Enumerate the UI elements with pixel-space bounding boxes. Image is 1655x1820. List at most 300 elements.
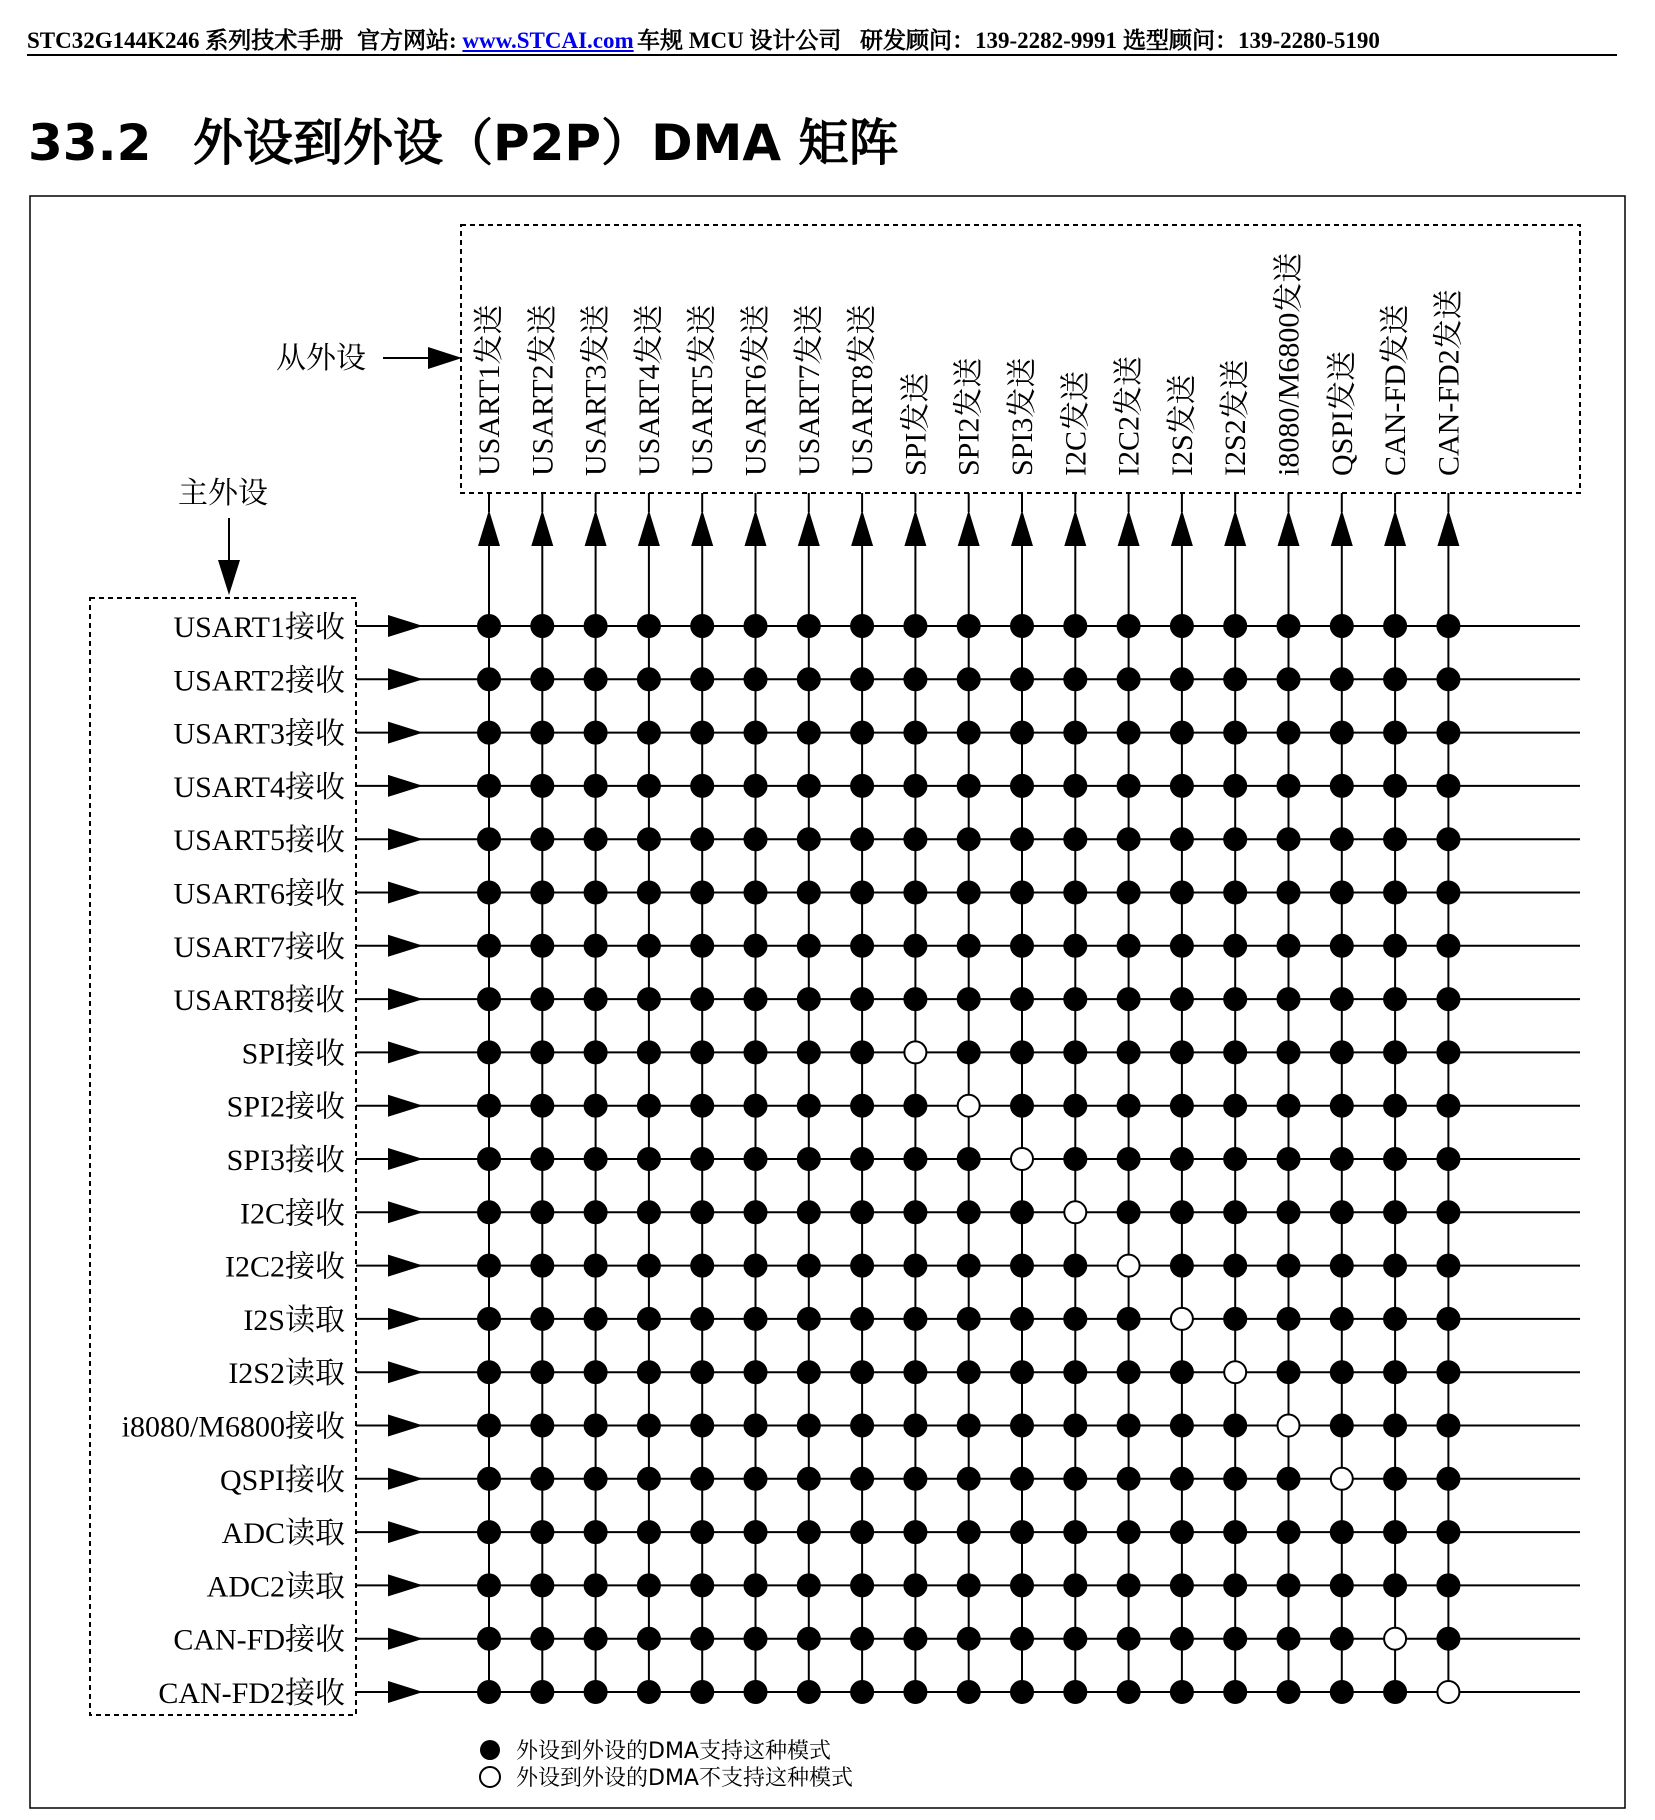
supported-dot <box>531 828 553 850</box>
supported-dot <box>638 615 660 637</box>
supported-dot <box>745 1415 767 1437</box>
supported-dot <box>691 1521 713 1543</box>
supported-dot <box>1384 935 1406 957</box>
supported-dot <box>1011 1308 1033 1330</box>
supported-dot <box>851 1308 873 1330</box>
supported-dot <box>798 1041 820 1063</box>
supported-dot <box>1331 1255 1353 1277</box>
legend-supported-dot <box>480 1740 500 1760</box>
column-label: USART1发送 <box>473 304 506 476</box>
supported-dot <box>1331 615 1353 637</box>
supported-dot <box>851 1361 873 1383</box>
supported-dot <box>745 1574 767 1596</box>
row-arrow-head <box>388 722 423 744</box>
supported-dot <box>1118 1201 1140 1223</box>
row-label: USART2接收 <box>173 664 345 698</box>
row-arrow-head <box>388 1148 423 1170</box>
supported-dot <box>1011 988 1033 1010</box>
supported-dot <box>1331 1041 1353 1063</box>
supported-dot <box>904 828 926 850</box>
supported-dot <box>1064 1628 1086 1650</box>
unsupported-dot <box>1011 1148 1033 1170</box>
supported-dot <box>798 1415 820 1437</box>
supported-dot <box>851 1415 873 1437</box>
row-label: USART8接收 <box>173 984 345 1018</box>
supported-dot <box>1171 1148 1193 1170</box>
supported-dot <box>691 1095 713 1117</box>
supported-dot <box>1011 828 1033 850</box>
supported-dot <box>1278 935 1300 957</box>
supported-dot <box>1384 775 1406 797</box>
supported-dot <box>1437 1361 1459 1383</box>
supported-dot <box>904 1361 926 1383</box>
supported-dot <box>1278 1574 1300 1596</box>
supported-dot <box>638 1521 660 1543</box>
supported-dot <box>798 828 820 850</box>
row-label: CAN-FD接收 <box>173 1623 345 1657</box>
supported-dot <box>904 668 926 690</box>
column-label: I2C发送 <box>1059 371 1093 476</box>
supported-dot <box>1437 1628 1459 1650</box>
supported-dot <box>904 935 926 957</box>
row-label: I2S读取 <box>243 1303 345 1337</box>
supported-dot <box>851 1201 873 1223</box>
supported-dot <box>958 1255 980 1277</box>
row-arrow-head <box>388 1415 423 1437</box>
supported-dot <box>798 1574 820 1596</box>
supported-dot <box>958 668 980 690</box>
supported-dot <box>691 1628 713 1650</box>
supported-dot <box>1437 1148 1459 1170</box>
supported-dot <box>1224 988 1246 1010</box>
supported-dot <box>1064 1308 1086 1330</box>
section-number: 33.2 <box>28 114 152 172</box>
column-label: I2S2发送 <box>1219 359 1253 476</box>
supported-dot <box>798 988 820 1010</box>
supported-dot <box>638 1628 660 1650</box>
column-arrow-head <box>745 510 767 546</box>
supported-dot <box>745 1361 767 1383</box>
legend-unsupported-text: 外设到外设的DMA不支持这种模式 <box>516 1766 853 1791</box>
unsupported-dot <box>1064 1201 1086 1223</box>
supported-dot <box>1011 1681 1033 1703</box>
supported-dot <box>585 1574 607 1596</box>
supported-dot <box>745 1681 767 1703</box>
website-link[interactable]: www.STCAI.com <box>462 28 634 53</box>
supported-dot <box>1064 1521 1086 1543</box>
supported-dot <box>1118 1521 1140 1543</box>
column-arrow-head <box>851 510 873 546</box>
supported-dot <box>1278 1468 1300 1490</box>
supported-dot <box>745 1255 767 1277</box>
supported-dot <box>851 935 873 957</box>
supported-dot <box>1011 882 1033 904</box>
supported-dot <box>1224 1095 1246 1117</box>
supported-dot <box>1064 615 1086 637</box>
supported-dot <box>1384 1201 1406 1223</box>
supported-dot <box>638 722 660 744</box>
supported-dot <box>798 1521 820 1543</box>
supported-dot <box>851 828 873 850</box>
supported-dot <box>638 1308 660 1330</box>
supported-dot <box>745 1095 767 1117</box>
supported-dot <box>478 1041 500 1063</box>
supported-dot <box>1384 1308 1406 1330</box>
column-arrow-head <box>531 510 553 546</box>
supported-dot <box>478 668 500 690</box>
supported-dot <box>478 988 500 1010</box>
supported-dot <box>531 1255 553 1277</box>
supported-dot <box>851 988 873 1010</box>
supported-dot <box>1437 1041 1459 1063</box>
supported-dot <box>745 828 767 850</box>
supported-dot <box>585 1468 607 1490</box>
supported-dot <box>1384 722 1406 744</box>
supported-dot <box>585 1628 607 1650</box>
supported-dot <box>1064 1148 1086 1170</box>
unsupported-dot <box>1278 1415 1300 1437</box>
row-arrow-head <box>388 1308 423 1330</box>
row-arrow-head <box>388 615 423 637</box>
supported-dot <box>958 615 980 637</box>
supported-dot <box>1331 1308 1353 1330</box>
supported-dot <box>585 1255 607 1277</box>
supported-dot <box>691 1415 713 1437</box>
supported-dot <box>478 1521 500 1543</box>
supported-dot <box>1171 668 1193 690</box>
supported-dot <box>531 1148 553 1170</box>
supported-dot <box>691 1041 713 1063</box>
supported-dot <box>851 722 873 744</box>
supported-dot <box>1171 1041 1193 1063</box>
supported-dot <box>798 668 820 690</box>
supported-dot <box>1278 1308 1300 1330</box>
supported-dot <box>585 1041 607 1063</box>
supported-dot <box>1118 1574 1140 1596</box>
column-arrow-head <box>1437 510 1459 546</box>
supported-dot <box>851 1468 873 1490</box>
row-arrow-head <box>388 935 423 957</box>
supported-dot <box>585 1095 607 1117</box>
supported-dot <box>1118 1041 1140 1063</box>
supported-dot <box>1224 1468 1246 1490</box>
supported-dot <box>1064 882 1086 904</box>
supported-dot <box>1171 1415 1193 1437</box>
supported-dot <box>1011 1628 1033 1650</box>
supported-dot <box>1331 1574 1353 1596</box>
supported-dot <box>531 1521 553 1543</box>
supported-dot <box>904 1681 926 1703</box>
supported-dot <box>638 1574 660 1596</box>
supported-dot <box>585 668 607 690</box>
supported-dot <box>531 668 553 690</box>
supported-dot <box>1011 1468 1033 1490</box>
supported-dot <box>904 1574 926 1596</box>
supported-dot <box>1011 615 1033 637</box>
supported-dot <box>585 1681 607 1703</box>
supported-dot <box>1224 722 1246 744</box>
supported-dot <box>1118 1415 1140 1437</box>
supported-dot <box>585 988 607 1010</box>
supported-dot <box>1331 1415 1353 1437</box>
supported-dot <box>1011 935 1033 957</box>
supported-dot <box>745 722 767 744</box>
supported-dot <box>1384 1681 1406 1703</box>
supported-dot <box>531 935 553 957</box>
supported-dot <box>638 1468 660 1490</box>
supported-dot <box>531 1095 553 1117</box>
supported-dot <box>478 935 500 957</box>
supported-dot <box>638 935 660 957</box>
row-label: I2S2读取 <box>228 1357 345 1391</box>
supported-dot <box>1171 988 1193 1010</box>
supported-dot <box>851 1041 873 1063</box>
supported-dot <box>1331 1521 1353 1543</box>
supported-dot <box>585 1201 607 1223</box>
supported-dot <box>1064 1255 1086 1277</box>
supported-dot <box>798 1148 820 1170</box>
column-label: SPI3发送 <box>1006 357 1039 476</box>
supported-dot <box>1331 1361 1353 1383</box>
supported-dot <box>745 1521 767 1543</box>
supported-dot <box>1437 1095 1459 1117</box>
supported-dot <box>1278 1201 1300 1223</box>
row-arrow-head <box>388 1361 423 1383</box>
column-label: USART2发送 <box>526 304 560 476</box>
supported-dot <box>1331 935 1353 957</box>
supported-dot <box>745 1148 767 1170</box>
supported-dot <box>1278 882 1300 904</box>
supported-dot <box>1278 1095 1300 1117</box>
supported-dot <box>638 1361 660 1383</box>
column-arrow-head <box>798 510 820 546</box>
supported-dot <box>531 1308 553 1330</box>
row-label: I2C接收 <box>240 1197 345 1231</box>
row-arrow-head <box>388 1201 423 1223</box>
column-label: CAN-FD发送 <box>1379 304 1413 476</box>
supported-dot <box>691 668 713 690</box>
supported-dot <box>745 882 767 904</box>
supported-dot <box>1384 1255 1406 1277</box>
column-arrow-head <box>958 510 980 546</box>
supported-dot <box>1064 988 1086 1010</box>
supported-dot <box>585 935 607 957</box>
supported-dot <box>1011 1415 1033 1437</box>
column-label: I2S发送 <box>1165 374 1199 476</box>
column-label: i8080/M6800发送 <box>1272 252 1306 476</box>
supported-dot <box>798 1308 820 1330</box>
column-label: SPI发送 <box>899 372 933 476</box>
supported-dot <box>1118 1095 1140 1117</box>
column-label: USART4发送 <box>632 304 666 476</box>
supported-dot <box>638 1255 660 1277</box>
supported-dot <box>1384 1415 1406 1437</box>
row-label: USART5接收 <box>173 824 345 858</box>
row-label: ADC2读取 <box>206 1570 345 1604</box>
supported-dot <box>1331 1628 1353 1650</box>
supported-dot <box>958 1148 980 1170</box>
supported-dot <box>1224 615 1246 637</box>
supported-dot <box>1437 668 1459 690</box>
supported-dot <box>638 882 660 904</box>
supported-dot <box>958 1201 980 1223</box>
supported-dot <box>585 828 607 850</box>
supported-dot <box>1278 1148 1300 1170</box>
supported-dot <box>1224 1308 1246 1330</box>
unsupported-dot <box>1384 1628 1406 1650</box>
column-arrow-head <box>638 510 660 546</box>
supported-dot <box>1331 722 1353 744</box>
supported-dot <box>1118 988 1140 1010</box>
supported-dot <box>798 935 820 957</box>
supported-dot <box>691 988 713 1010</box>
supported-dot <box>1224 828 1246 850</box>
supported-dot <box>531 1361 553 1383</box>
supported-dot <box>851 668 873 690</box>
supported-dot <box>638 668 660 690</box>
supported-dot <box>851 1255 873 1277</box>
supported-dot <box>1278 988 1300 1010</box>
supported-dot <box>478 882 500 904</box>
column-arrow-head <box>1224 510 1246 546</box>
supported-dot <box>1331 668 1353 690</box>
supported-dot <box>1171 828 1193 850</box>
rd-contact: 研发顾问：139-2282-9991 <box>860 28 1117 53</box>
unsupported-dot <box>958 1095 980 1117</box>
supported-dot <box>638 1201 660 1223</box>
supported-dot <box>798 1468 820 1490</box>
supported-dot <box>1171 935 1193 957</box>
manual-title: STC32G144K246 系列技术手册 <box>27 28 344 53</box>
column-label: I2C2发送 <box>1112 356 1146 476</box>
supported-dot <box>478 615 500 637</box>
supported-dot <box>958 1308 980 1330</box>
supported-dot <box>958 935 980 957</box>
supported-dot <box>1171 882 1193 904</box>
row-label: USART7接收 <box>173 930 345 964</box>
supported-dot <box>1278 1361 1300 1383</box>
supported-dot <box>1384 668 1406 690</box>
column-label: USART8发送 <box>846 304 880 476</box>
supported-dot <box>1171 775 1193 797</box>
supported-dot <box>691 1574 713 1596</box>
supported-dot <box>958 1574 980 1596</box>
supported-dot <box>638 775 660 797</box>
supported-dot <box>691 1201 713 1223</box>
supported-dot <box>798 775 820 797</box>
supported-dot <box>691 935 713 957</box>
supported-dot <box>1118 775 1140 797</box>
supported-dot <box>904 722 926 744</box>
supported-dot <box>1331 1681 1353 1703</box>
supported-dot <box>638 1148 660 1170</box>
supported-dot <box>638 1681 660 1703</box>
supported-dot <box>1064 775 1086 797</box>
supported-dot <box>851 1574 873 1596</box>
supported-dot <box>1224 1201 1246 1223</box>
supported-dot <box>478 1468 500 1490</box>
supported-dot <box>1171 1468 1193 1490</box>
supported-dot <box>1224 1574 1246 1596</box>
supported-dot <box>1011 1041 1033 1063</box>
supported-dot <box>585 775 607 797</box>
supported-dot <box>1224 1255 1246 1277</box>
supported-dot <box>691 1468 713 1490</box>
row-arrow-head <box>388 1041 423 1063</box>
supported-dot <box>798 1201 820 1223</box>
slave-arrow-head <box>428 347 462 369</box>
column-label: USART5发送 <box>686 304 720 476</box>
supported-dot <box>1437 1308 1459 1330</box>
supported-dot <box>1224 1521 1246 1543</box>
supported-dot <box>1118 1361 1140 1383</box>
supported-dot <box>585 1415 607 1437</box>
row-arrow-head <box>388 828 423 850</box>
supported-dot <box>958 1521 980 1543</box>
unsupported-dot <box>1224 1361 1246 1383</box>
supported-dot <box>1171 1201 1193 1223</box>
supported-dot <box>1437 615 1459 637</box>
supported-dot <box>478 722 500 744</box>
supported-dot <box>1384 1574 1406 1596</box>
row-arrow-head <box>388 1521 423 1543</box>
supported-dot <box>851 615 873 637</box>
supported-dot <box>531 615 553 637</box>
supported-dot <box>904 882 926 904</box>
column-arrow-head <box>1171 510 1193 546</box>
supported-dot <box>1064 1415 1086 1437</box>
supported-dot <box>1064 1361 1086 1383</box>
supported-dot <box>478 1255 500 1277</box>
row-label: ADC读取 <box>221 1517 345 1551</box>
supported-dot <box>851 1095 873 1117</box>
supported-dot <box>691 1308 713 1330</box>
supported-dot <box>478 1681 500 1703</box>
supported-dot <box>478 1095 500 1117</box>
supported-dot <box>1331 1095 1353 1117</box>
supported-dot <box>798 615 820 637</box>
supported-dot <box>1224 1041 1246 1063</box>
supported-dot <box>745 615 767 637</box>
supported-dot <box>1437 935 1459 957</box>
master-arrow-head <box>218 560 240 595</box>
supported-dot <box>904 1095 926 1117</box>
unsupported-dot <box>1171 1308 1193 1330</box>
supported-dot <box>478 1361 500 1383</box>
supported-dot <box>691 882 713 904</box>
supported-dot <box>1384 882 1406 904</box>
supported-dot <box>1118 1148 1140 1170</box>
supported-dot <box>1384 1521 1406 1543</box>
supported-dot <box>1278 828 1300 850</box>
legend-supported-text: 外设到外设的DMA支持这种模式 <box>516 1739 831 1764</box>
supported-dot <box>531 722 553 744</box>
supported-dot <box>1437 988 1459 1010</box>
supported-dot <box>745 775 767 797</box>
supported-dot <box>958 1361 980 1383</box>
supported-dot <box>1384 1041 1406 1063</box>
supported-dot <box>1384 615 1406 637</box>
supported-dot <box>1171 1521 1193 1543</box>
supported-dot <box>1278 615 1300 637</box>
section-title: 外设到外设（P2P）DMA 矩阵 <box>193 114 899 172</box>
slave-peripheral-label: 从外设 <box>276 341 366 376</box>
supported-dot <box>1064 1468 1086 1490</box>
supported-dot <box>478 1415 500 1437</box>
supported-dot <box>904 1415 926 1437</box>
supported-dot <box>1437 1468 1459 1490</box>
supported-dot <box>904 1148 926 1170</box>
